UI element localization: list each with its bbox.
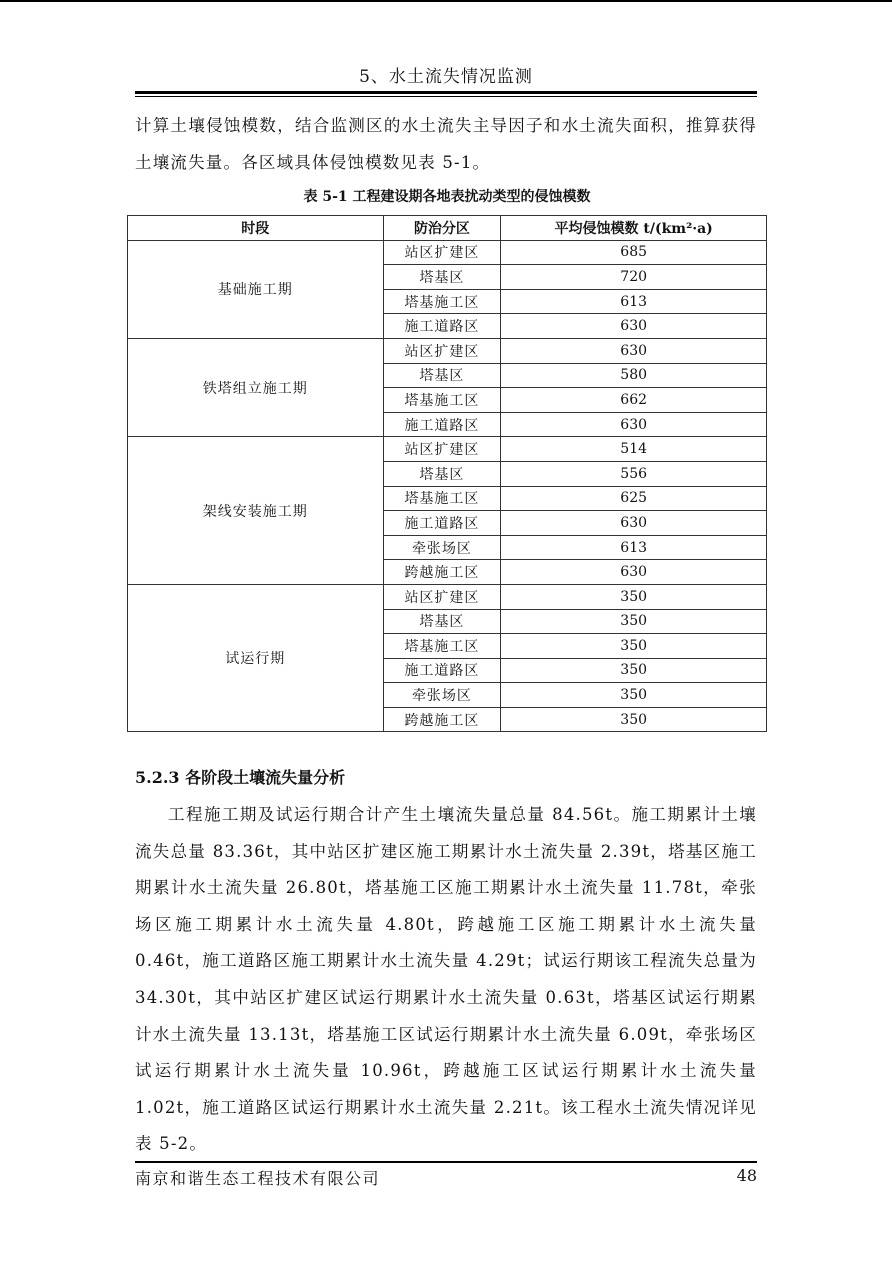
value-cell: 350: [501, 609, 767, 634]
value-cell: 630: [501, 511, 767, 536]
value-cell: 720: [501, 265, 767, 290]
value-cell: 350: [501, 707, 767, 732]
footer-rule: [135, 1161, 757, 1163]
zone-cell: 塔基区: [383, 609, 501, 634]
section-heading: 5.2.3 各阶段土壤流失量分析: [135, 768, 346, 787]
value-cell: 625: [501, 486, 767, 511]
zone-cell: 塔基施工区: [383, 289, 501, 314]
running-header: 5、水土流失情况监测: [359, 67, 533, 87]
value-cell: 350: [501, 634, 767, 659]
table-row: [128, 584, 767, 609]
zone-cell: 站区扩建区: [383, 240, 501, 265]
value-cell: 514: [501, 437, 767, 462]
zone-cell: 牵张场区: [383, 535, 501, 560]
page-top-border: [0, 0, 892, 2]
value-cell: 630: [501, 314, 767, 339]
zone-cell: 塔基区: [383, 461, 501, 486]
period-cell: 基础施工期: [128, 240, 384, 338]
zone-cell: 塔基施工区: [383, 634, 501, 659]
zone-cell: 跨越施工区: [383, 707, 501, 732]
value-cell: 630: [501, 560, 767, 585]
header-rule-thick: [135, 91, 757, 94]
value-cell: 613: [501, 289, 767, 314]
value-cell: 350: [501, 683, 767, 708]
intro-paragraph: 计算土壤侵蚀模数，结合监测区的水土流失主导因子和水土流失面积，推算获得土壤流失量。各区域具体侵蚀模数见表 5-1。: [135, 116, 757, 172]
table-caption: 表 5-1 工程建设期各地表扰动类型的侵蚀模数: [303, 189, 591, 205]
zone-cell: 塔基区: [383, 363, 501, 388]
value-cell: 685: [501, 240, 767, 265]
period-cell: 试运行期: [128, 584, 384, 732]
zone-cell: 塔基施工区: [383, 486, 501, 511]
header-zone: 防治分区: [383, 216, 501, 241]
zone-cell: 施工道路区: [383, 658, 501, 683]
erosion-modulus-table: [127, 215, 767, 732]
header-rule-thin: [135, 96, 757, 97]
zone-cell: 站区扩建区: [383, 437, 501, 462]
header-period: 时段: [128, 216, 384, 241]
value-cell: 580: [501, 363, 767, 388]
footer-company: 南京和谐生态工程技术有限公司: [135, 1169, 381, 1188]
table-row: [128, 437, 767, 462]
zone-cell: 施工道路区: [383, 511, 501, 536]
value-cell: 350: [501, 584, 767, 609]
zone-cell: 塔基施工区: [383, 388, 501, 413]
value-cell: 662: [501, 388, 767, 413]
zone-cell: 塔基区: [383, 265, 501, 290]
zone-cell: 跨越施工区: [383, 560, 501, 585]
zone-cell: 站区扩建区: [383, 584, 501, 609]
value-cell: 613: [501, 535, 767, 560]
header-modulus: 平均侵蚀模数 t/(km²·a): [501, 216, 767, 241]
table-row: [128, 338, 767, 363]
value-cell: 630: [501, 338, 767, 363]
value-cell: 630: [501, 412, 767, 437]
zone-cell: 施工道路区: [383, 412, 501, 437]
page-number: 48: [736, 1166, 757, 1185]
table-header-row: [128, 216, 767, 241]
section-paragraph: 工程施工期及试运行期合计产生土壤流失量总量 84.56t。施工期累计土壤流失总量 83.36t，其中站区扩建区施工期累计水土流失量 2.39t，塔基区施工期累计水土流失量 26.80t，塔基施工区施工期累计水土流失量 11.78t，牵张场区施工期累计水土流失量 4.80t，跨越施工区施工期累计水土流失量 0.46t，施工道路区施工期累计水土流失量 4.29t；试运行期该工程流失总量为 34.30t，其中站区扩建区试运行期累计水土流失量 0.63t，塔基区试运行期累计水土流失量 13.13t，塔基施工区试运行期累计水土流失量 6.09t，牵张场区试运行期累计水土流失量 10.96t，跨越施工区试运行期累计水土流失量 1.02t，施工道路区试运行期累计水土流失量 2.21t。该工程水土流失情况详见表 5-2。: [135, 805, 757, 1154]
zone-cell: 施工道路区: [383, 314, 501, 339]
table-row: [128, 240, 767, 265]
period-cell: 架线安装施工期: [128, 437, 384, 585]
zone-cell: 牵张场区: [383, 683, 501, 708]
value-cell: 556: [501, 461, 767, 486]
value-cell: 350: [501, 658, 767, 683]
period-cell: 铁塔组立施工期: [128, 338, 384, 436]
zone-cell: 站区扩建区: [383, 338, 501, 363]
